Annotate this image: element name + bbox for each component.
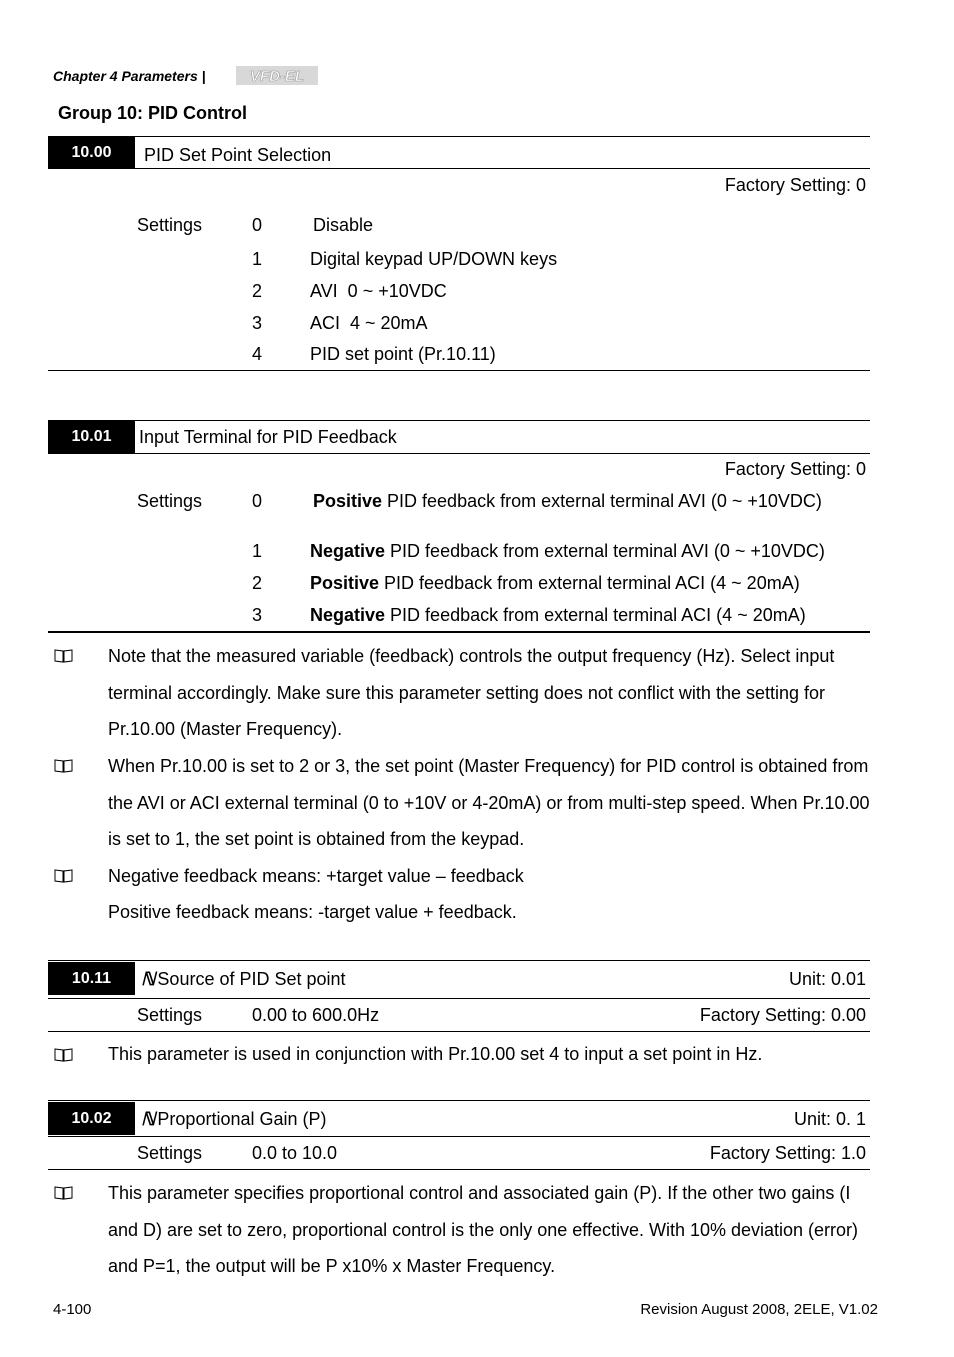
divider: [48, 1169, 870, 1170]
option-text: [310, 605, 806, 626]
note-text: This parameter is used in conjunction with Pr.10.00 set 4 to input a set point in Hz.: [108, 1044, 763, 1064]
param-title-text: Source of PID Set point: [157, 969, 346, 989]
pen-icon: ℕ: [141, 1109, 156, 1129]
option-bold: Negative: [310, 541, 386, 561]
settings-label: Settings: [137, 1005, 203, 1025]
option-desc: PID feedback from external terminal AVI (0 ~ +10VDC): [382, 491, 822, 511]
option-number: 0: [252, 491, 263, 511]
option-text: [310, 541, 825, 562]
divider: [48, 420, 870, 421]
option-number: 3: [252, 605, 263, 625]
unit: Unit: 0. 1: [793, 1109, 866, 1129]
option-text: ACI 4 ~ 20mA: [310, 313, 428, 333]
divider: [48, 136, 870, 137]
option-text: PID set point (Pr.10.11): [310, 344, 496, 364]
note-text: Note that the measured variable (feedback) controls the output frequency (Hz). Select input terminal accordingly. Make sure this parameter setting does not conflict with the setting for Pr.10.00 (Master Frequency).: [108, 646, 835, 740]
vfd-el-logo: [236, 66, 318, 85]
option-number: 1: [252, 541, 263, 561]
divider: [48, 998, 870, 999]
param-code-badge: 10.00: [48, 136, 135, 169]
unit: Unit: 0.01: [788, 969, 866, 989]
factory-setting: Factory Setting: 1.0: [709, 1143, 866, 1163]
option-number: 1: [252, 249, 263, 269]
revision-text: Revision August 2008, 2ELE, V1.02: [640, 1301, 878, 1318]
settings-label: Settings: [137, 1143, 203, 1163]
divider: [48, 370, 870, 371]
option-text: [310, 573, 800, 594]
divider: [48, 960, 870, 961]
factory-setting: Factory Setting: 0: [724, 459, 866, 479]
option-text: Disable: [313, 215, 374, 235]
svg-text:VFD-EL: VFD-EL: [249, 68, 305, 85]
group-title: Group 10: PID Control: [58, 103, 247, 123]
option-bold: Positive: [313, 491, 383, 511]
factory-setting: Factory Setting: 0.00: [699, 1005, 866, 1025]
book-icon: [54, 868, 73, 883]
param-title: [141, 1109, 327, 1130]
book-icon: [54, 648, 73, 663]
settings-range: 0.0 to 10.0: [252, 1143, 338, 1163]
note-text: Negative feedback means: +target value – feedback: [108, 866, 524, 886]
option-bold: Negative: [310, 605, 386, 625]
option-text: AVI 0 ~ +10VDC: [310, 281, 447, 301]
divider: [48, 453, 870, 454]
note-text: Positive feedback means: -target value + feedback.: [108, 902, 517, 922]
divider: [48, 1031, 870, 1032]
option-text: Digital keypad UP/DOWN keys: [310, 249, 558, 269]
param-title: [141, 969, 346, 990]
factory-setting: Factory Setting: 0: [724, 175, 866, 195]
chapter-header: Chapter 4 Parameters |: [53, 68, 206, 84]
option-desc: PID feedback from external terminal AVI (0 ~ +10VDC): [385, 541, 825, 561]
option-number: 3: [252, 313, 263, 333]
pen-icon: ℕ: [141, 969, 156, 989]
param-code-badge: 10.11: [48, 962, 135, 995]
book-icon: [54, 758, 73, 773]
divider: [48, 1100, 870, 1101]
option-bold: Positive: [310, 573, 380, 593]
divider: [48, 168, 870, 169]
note-text: This parameter specifies proportional control and associated gain (P). If the other two gains (I and D) are set to zero, proportional control is the only one effective. With 10% deviation (error) and P=1, the output will be P x10% x Master Frequency.: [108, 1183, 859, 1277]
param-title: Input Terminal for PID Feedback: [139, 427, 397, 447]
param-code-badge: 10.02: [48, 1102, 135, 1135]
param-title: PID Set Point Selection: [144, 145, 332, 165]
settings-range: 0.00 to 600.0Hz: [252, 1005, 380, 1025]
book-icon: [54, 1047, 73, 1062]
settings-label: Settings: [137, 215, 203, 235]
divider: [48, 631, 870, 633]
option-number: 4: [252, 344, 263, 364]
divider: [48, 1136, 870, 1137]
option-number: 2: [252, 573, 263, 593]
option-number: 0: [252, 215, 263, 235]
option-desc: PID feedback from external terminal ACI (4 ~ 20mA): [385, 605, 806, 625]
settings-label: Settings: [137, 491, 203, 511]
option-desc: PID feedback from external terminal ACI (4 ~ 20mA): [379, 573, 800, 593]
page-number: 4-100: [53, 1301, 92, 1318]
option-number: 2: [252, 281, 263, 301]
param-code-badge: 10.01: [48, 420, 135, 453]
param-title-text: Proportional Gain (P): [157, 1109, 327, 1129]
book-icon: [54, 1185, 73, 1200]
option-text: [313, 491, 822, 512]
note-text: When Pr.10.00 is set to 2 or 3, the set point (Master Frequency) for PID control is obtained from the AVI or ACI external terminal (0 to +10V or 4-20mA) or from multi-step speed. When Pr.10.00 is set to 1, the set point is obtained from the keypad.: [108, 756, 870, 850]
